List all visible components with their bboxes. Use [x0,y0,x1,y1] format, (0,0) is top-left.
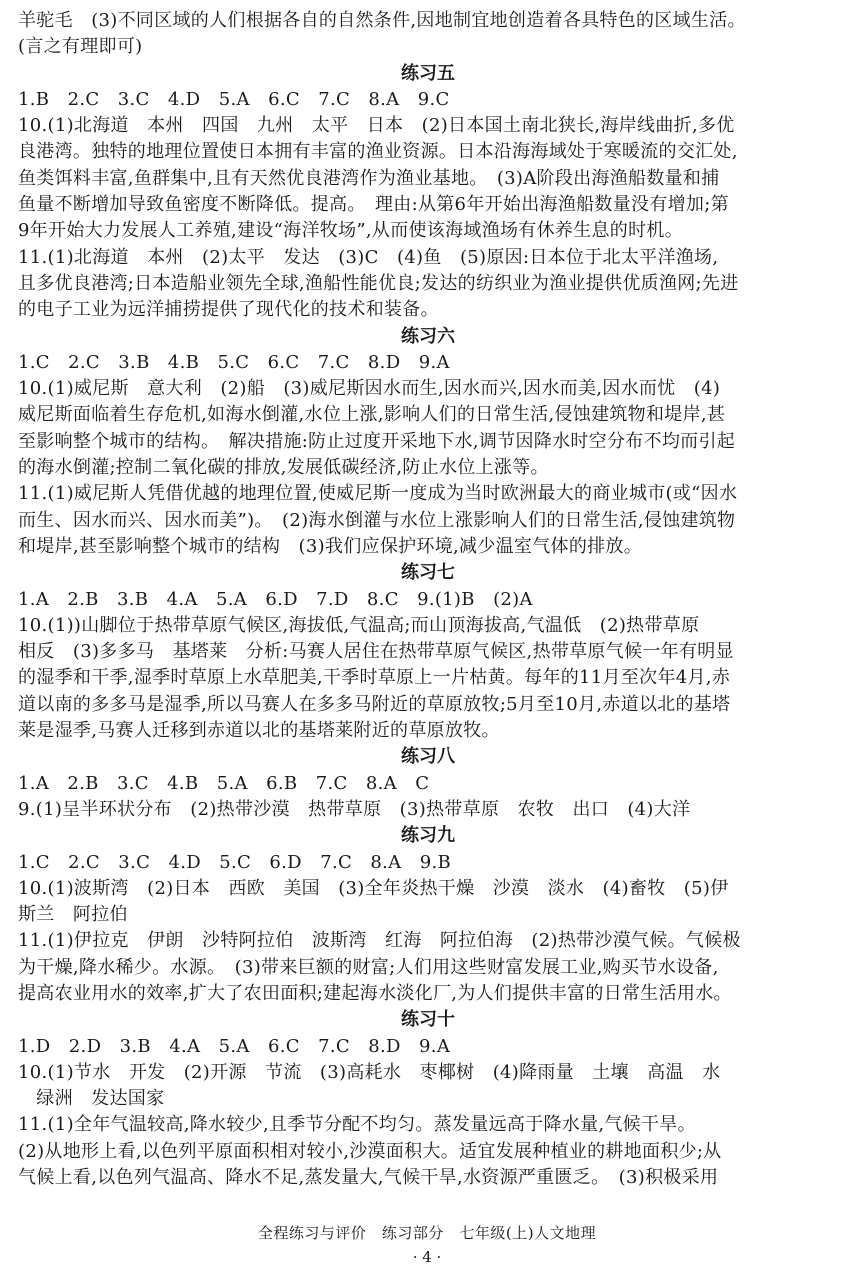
text-line: 11.(1)全年气温较高,降水较少,且季节分配不均匀。蒸发量远高于降水量,气候干旱。 [18,1114,696,1136]
text-line: 气候上看,以色列气温高、降水不足,蒸发量大,气候干旱,水资源严重匮乏。 (3)积极采用 [18,1167,719,1189]
page-number: · 4 · [412,1248,442,1266]
text-line: 威尼斯面临着生存危机,如海水倒灌,水位上涨,影响人们的日常生活,侵蚀建筑物和堤岸,甚 [18,404,726,426]
text-line: 11.(1)伊拉克 伊朗 沙特阿拉伯 波斯湾 红海 阿拉伯海 (2)热带沙漠气候。气候极 [18,930,741,952]
text-line: 为干燥,降水稀少。水源。 (3)带来巨额的财富;人们用这些财富发展工业,购买节水设备, [18,956,719,978]
text-line: 9.(1)呈半环状分布 (2)热带沙漠 热带草原 (3)热带草原 农牧 出口 (4)大洋 [18,798,691,820]
section-heading: 练习九 [401,825,455,847]
text-line: 11.(1)威尼斯人凭借优越的地理位置,使威尼斯一度成为当时欧洲最大的商业城市(或“因水 [18,483,738,505]
section-heading: 练习五 [401,62,455,84]
text-line: 至影响整个城市的结构。 解决措施:防止过度开采地下水,调节因降水时空分布不均而引起 [18,430,736,452]
text-line: 1.C 2.C 3.B 4.B 5.C 6.C 7.C 8.D 9.A [18,351,450,373]
text-line: (言之有理即可) [18,36,143,58]
text-line: 而生、因水而兴、因水而美”)。 (2)海水倒灌与水位上涨影响人们的日常生活,侵蚀建筑物 [18,509,736,531]
text-line: 鱼量不断增加导致鱼密度不断降低。提高。 理由:从第6年开始出海渔船数量没有增加;第 [18,194,729,216]
section-heading: 练习十 [401,1009,455,1031]
text-line: 提高农业用水的效率,扩大了农田面积;建起海水淡化厂,为人们提供丰富的日常生活用水。 [18,982,732,1004]
text-line: 鱼类饵料丰富,鱼群集中,且有天然优良港湾作为渔业基地。 (3)A阶段出海渔船数量和捕 [18,167,720,189]
text-line: 9年开始大力发展人工养殖,建设“海洋牧场”,从而使该海域渔场有休养生息的时机。 [18,220,683,242]
section-heading: 练习六 [401,325,455,347]
text-line: 莱是湿季,马赛人迁移到赤道以北的基塔莱附近的草原放牧。 [18,720,500,742]
text-line: 1.B 2.C 3.C 4.D 5.A 6.C 7.C 8.A 9.C [18,88,450,110]
page-footer: 全程练习与评价 练习部分 七年级(上)人文地理 [257,1224,597,1242]
text-line: 的海水倒灌;控制二氧化碳的排放,发展低碳经济,防止水位上涨等。 [18,457,549,479]
answer-page [18,8,838,1191]
text-line: 道以南的多多马是湿季,所以马赛人在多多马附近的草原放牧;5月至10月,赤道以北的基塔 [18,693,731,715]
text-line: 的湿季和干季,湿季时草原上水草肥美,干季时草原上一片枯黄。每年的11月至次年4月,赤 [18,667,731,689]
text-line: 绿洲 发达国家 [18,1088,165,1110]
text-line: 10.(1)北海道 本州 四国 九州 太平 日本 (2)日本国土南北狭长,海岸线曲折,多优 [18,115,735,137]
text-line: 10.(1)波斯湾 (2)日本 西欧 美国 (3)全年炎热干燥 沙漠 淡水 (4)畜牧 (5)伊 [18,877,729,899]
text-line: 1.D 2.D 3.B 4.A 5.A 6.C 7.C 8.D 9.A [18,1035,451,1057]
text-line: 10.(1)节水 开发 (2)开源 节流 (3)高耗水 枣椰树 (4)降雨量 土壤 高温 水 [18,1061,721,1083]
text-line: 1.A 2.B 3.C 4.B 5.A 6.B 7.C 8.A C [18,772,430,794]
text-line: 斯兰 阿拉伯 [18,904,128,926]
text-line: 11.(1)北海道 本州 (2)太平 发达 (3)C (4)鱼 (5)原因:日本位于北太平洋渔场, [18,246,719,268]
text-line: 良港湾。独特的地理位置使日本拥有丰富的渔业资源。日本沿海海域处于寒暖流的交汇处, [18,141,738,163]
text-line: 且多优良港湾;日本造船业领先全球,渔船性能优良;发达的纺织业为渔业提供优质渔网;先进 [18,272,739,294]
text-line: 1.A 2.B 3.B 4.A 5.A 6.D 7.D 8.C 9.(1)B (2)A [18,588,533,610]
section-heading: 练习七 [401,562,455,584]
text-line: 羊驼毛 (3)不同区域的人们根据各自的自然条件,因地制宜地创造着各具特色的区域生活。 [18,10,746,31]
text-line: 10.(1))山脚位于热带草原气候区,海拔低,气温高;而山顶海拔高,气温低 (2)热带草原 [18,614,700,636]
text-line: 相反 (3)多多马 基塔莱 分析:马赛人居住在热带草原气候区,热带草原气候一年有明显 [18,641,734,663]
text-line: 10.(1)威尼斯 意大利 (2)船 (3)威尼斯因水而生,因水而兴,因水而美,因水而忧 (4) [18,378,721,400]
text-line: (2)从地形上看,以色列平原面积相对较小,沙漠面积大。适宜发展种植业的耕地面积少;从 [18,1140,722,1162]
text-line: 的电子工业为远洋捕捞提供了现代化的技术和装备。 [18,299,439,321]
text-line: 和堤岸,甚至影响整个城市的结构 (3)我们应保护环境,减少温室气体的排放。 [18,535,643,557]
section-heading: 练习八 [401,746,455,768]
text-line: 1.C 2.C 3.C 4.D 5.C 6.D 7.C 8.A 9.B [18,851,452,873]
